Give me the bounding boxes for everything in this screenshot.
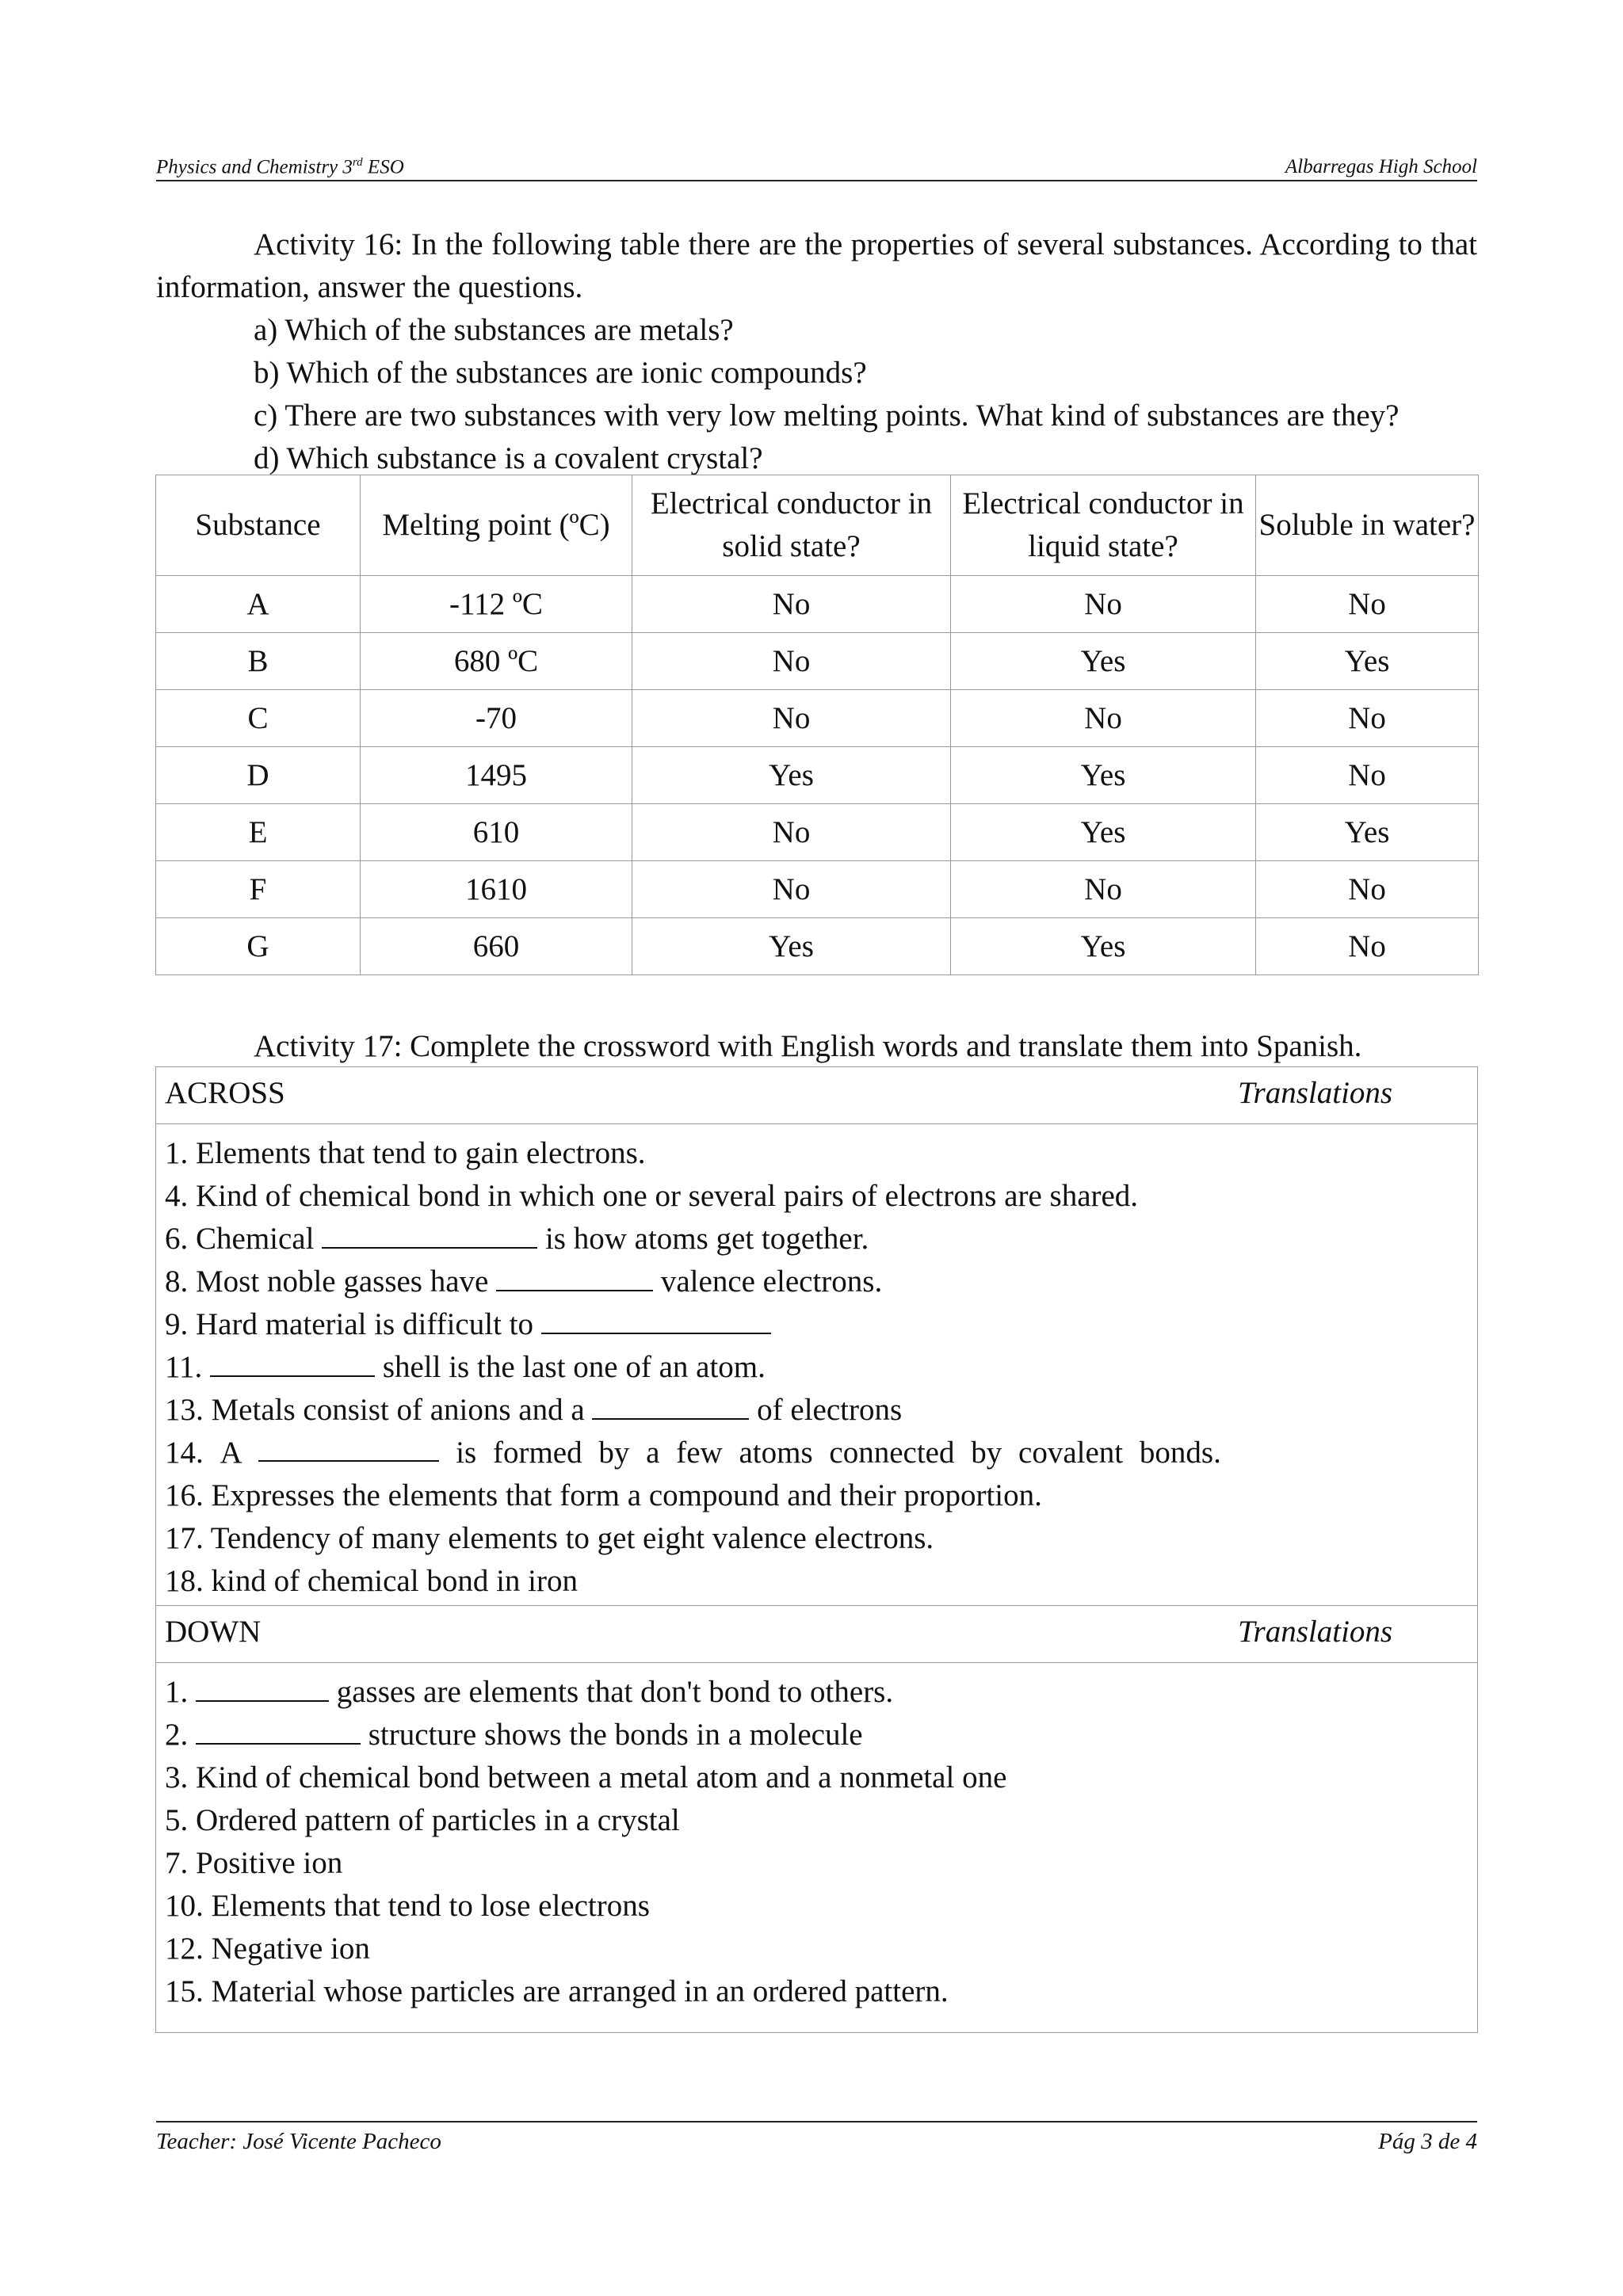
table-cell: No (951, 861, 1256, 918)
answer-blank (258, 1432, 439, 1462)
table-cell: No (632, 690, 951, 747)
page-header (156, 156, 1477, 181)
table-cell: Yes (632, 747, 951, 804)
clue-text: structure shows the bonds in a molecule (361, 1718, 863, 1752)
table-cell: 1495 (361, 747, 632, 804)
table-row (156, 690, 1479, 747)
across-clue-18: 18. kind of chemical bond in iron (165, 1564, 578, 1598)
table-cell: -70 (361, 690, 632, 747)
table-cell: D (156, 747, 361, 804)
table-row (156, 861, 1479, 918)
header-melting-point: Melting point (ºC) (361, 475, 632, 576)
table-cell: 660 (361, 918, 632, 975)
answer-blank (210, 1347, 375, 1377)
properties-table (155, 475, 1479, 975)
clue-text: 8. Most noble gasses have (165, 1264, 497, 1299)
answer-blank (196, 1672, 329, 1702)
table-cell: Yes (951, 918, 1256, 975)
header-soluble: Soluble in water? (1256, 475, 1479, 576)
table-cell: No (632, 633, 951, 690)
across-clue-8 (165, 1261, 1468, 1303)
table-cell: No (632, 576, 951, 633)
down-header (156, 1606, 1477, 1663)
table-cell: B (156, 633, 361, 690)
down-clue-12: 12. Negative ion (165, 1932, 370, 1966)
answer-blank (196, 1714, 361, 1745)
across-clue-17: 17. Tendency of many elements to get eight valence electrons. (165, 1521, 934, 1555)
clue-word: a (646, 1436, 660, 1470)
header-course-suffix: ESO (362, 156, 404, 178)
question-c: c) There are two substances with very low melting points. What kind of substances are they? (254, 399, 1400, 433)
clue-word: connected (829, 1436, 955, 1470)
table-cell: Yes (951, 804, 1256, 861)
footer-teacher: Teacher: José Vicente Pacheco (156, 2129, 441, 2154)
table-cell: G (156, 918, 361, 975)
table-row (156, 918, 1479, 975)
across-clue-11 (165, 1346, 1468, 1389)
table-cell: 1610 (361, 861, 632, 918)
across-clue-13 (165, 1389, 1468, 1432)
across-label: ACROSS (165, 1076, 285, 1110)
down-translations-label: Translations (1238, 1615, 1393, 1649)
clue-text: 9. Hard material is difficult to (165, 1307, 541, 1341)
clue-word: formed (493, 1436, 582, 1470)
table-cell: No (1256, 690, 1479, 747)
table-cell: 680 ºC (361, 633, 632, 690)
header-conductor-liquid: Electrical conductor in liquid state? (951, 475, 1256, 576)
clue-text: valence electrons. (653, 1264, 883, 1299)
table-cell: 610 (361, 804, 632, 861)
table-cell: Yes (951, 633, 1256, 690)
across-clue-14 (165, 1432, 1468, 1474)
table-cell: No (951, 576, 1256, 633)
crossword-clues-table (155, 1066, 1478, 2033)
activity-16-intro: Activity 16: In the following table there are the properties of several substances. According to that information, answer the questions. (156, 227, 1477, 304)
table-cell: No (1256, 861, 1479, 918)
across-clue-9 (165, 1303, 1468, 1346)
clue-text: gasses are elements that don't bond to others. (329, 1675, 894, 1709)
clue-word: by (971, 1436, 1002, 1470)
down-clue-7: 7. Positive ion (165, 1846, 343, 1880)
answer-blank (496, 1261, 653, 1291)
table-cell: No (632, 804, 951, 861)
down-clue-15: 15. Material whose particles are arranged in an ordered pattern. (165, 1974, 949, 2008)
clue-word: covalent (1018, 1436, 1124, 1470)
clue-text: 13. Metals consist of anions and a (165, 1393, 593, 1427)
answer-blank (541, 1304, 771, 1334)
question-b: b) Which of the substances are ionic compounds? (254, 356, 867, 390)
table-cell: Yes (1256, 804, 1479, 861)
clue-text: 1. (165, 1675, 196, 1709)
table-cell: -112 ºC (361, 576, 632, 633)
clue-word: few (676, 1436, 723, 1470)
table-cell: Yes (632, 918, 951, 975)
clue-text: 11. (165, 1350, 211, 1384)
across-clues (156, 1124, 1477, 1606)
table-row (156, 747, 1479, 804)
table-row (156, 576, 1479, 633)
table-header-row (156, 475, 1479, 576)
across-clue-4: 4. Kind of chemical bond in which one or several pairs of electrons are shared. (165, 1179, 1139, 1213)
header-course (156, 156, 404, 178)
down-clues (156, 1663, 1477, 2032)
clue-text: 2. (165, 1718, 196, 1752)
table-row (156, 804, 1479, 861)
across-clue-1: 1. Elements that tend to gain electrons. (165, 1136, 646, 1170)
across-header (156, 1067, 1477, 1124)
clue-word: A (220, 1436, 242, 1470)
across-translations-label: Translations (1238, 1076, 1393, 1110)
table-cell: A (156, 576, 361, 633)
table-cell: No (951, 690, 1256, 747)
clue-word: atoms (739, 1436, 813, 1470)
header-course-text: Physics and Chemistry 3 (156, 156, 353, 178)
table-cell: Yes (951, 747, 1256, 804)
answer-blank (592, 1390, 749, 1420)
down-clue-5: 5. Ordered pattern of particles in a crystal (165, 1803, 680, 1837)
table-row (156, 633, 1479, 690)
table-cell: Yes (1256, 633, 1479, 690)
table-cell: No (1256, 576, 1479, 633)
clue-text: is how atoms get together. (537, 1222, 869, 1256)
question-a: a) Which of the substances are metals? (254, 313, 734, 347)
down-clue-10: 10. Elements that tend to lose electrons (165, 1889, 650, 1923)
answer-blank (322, 1219, 537, 1249)
question-d: d) Which substance is a covalent crystal? (254, 441, 763, 475)
down-clue-1 (165, 1671, 1468, 1714)
clue-word: is (456, 1436, 477, 1470)
down-label: DOWN (165, 1615, 262, 1649)
clue-text: of electrons (749, 1393, 903, 1427)
table-cell: E (156, 804, 361, 861)
table-cell: No (632, 861, 951, 918)
page-footer (156, 2121, 1477, 2154)
table-cell: No (1256, 747, 1479, 804)
down-clue-2 (165, 1714, 1468, 1756)
table-cell: C (156, 690, 361, 747)
clue-text: shell is the last one of an atom. (375, 1350, 766, 1384)
clue-word: by (598, 1436, 630, 1470)
header-course-sup: rd (352, 156, 363, 169)
table-cell: F (156, 861, 361, 918)
clue-word: 14. (165, 1436, 204, 1470)
header-conductor-solid: Electrical conductor in solid state? (632, 475, 951, 576)
clue-text: 6. Chemical (165, 1222, 323, 1256)
header-substance: Substance (156, 475, 361, 576)
table-cell: No (1256, 918, 1479, 975)
across-clue-16: 16. Expresses the elements that form a compound and their proportion. (165, 1478, 1042, 1512)
header-school: Albarregas High School (1285, 156, 1477, 177)
activity-16 (156, 223, 1477, 480)
down-clue-3: 3. Kind of chemical bond between a metal atom and a nonmetal one (165, 1760, 1007, 1794)
clue-word: bonds. (1139, 1436, 1221, 1470)
activity-17-title: Activity 17: Complete the crossword with English words and translate them into Spanish. (254, 1029, 1362, 1063)
across-clue-6 (165, 1218, 1468, 1261)
footer-page-number: Pág 3 de 4 (1378, 2129, 1477, 2154)
